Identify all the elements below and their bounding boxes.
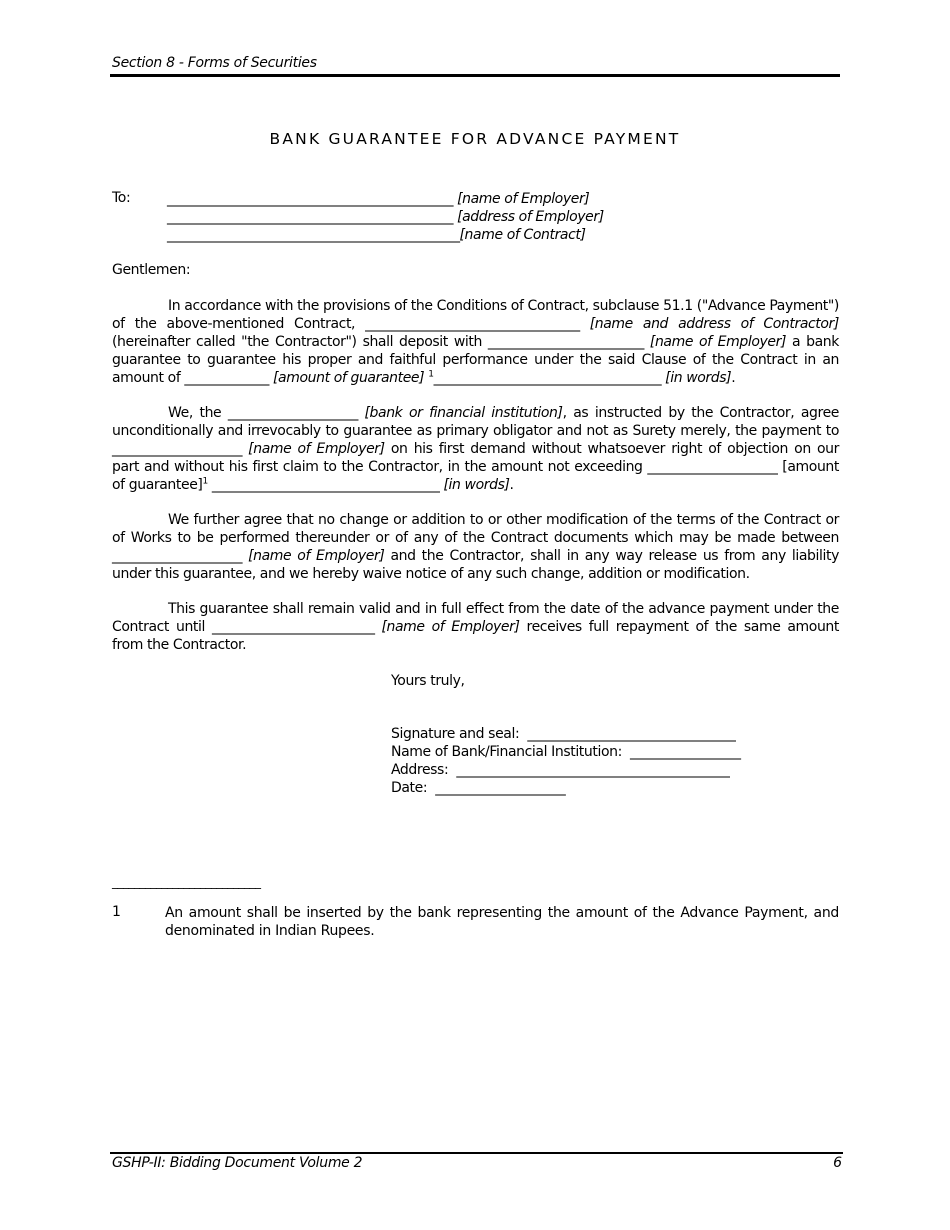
para-text: We, the	[168, 405, 228, 421]
placeholder-hint: [name of Employer]	[457, 191, 590, 207]
placeholder-hint: [in words]	[443, 477, 510, 493]
employer-address-line	[167, 208, 604, 226]
employer-name-line	[167, 190, 604, 208]
date-line	[391, 779, 741, 797]
blank-line: ____________________	[112, 441, 242, 457]
blank-line: ________________________________	[527, 726, 736, 742]
blank-line: ____________________________________________	[167, 209, 453, 225]
to-label: To:	[112, 190, 131, 206]
address-line	[391, 761, 741, 779]
salutation: Gentlemen:	[112, 262, 191, 278]
blank-line: ____________________	[112, 548, 242, 564]
signature-label: Signature and seal:	[391, 726, 520, 742]
placeholder-hint: [amount of guarantee]	[272, 370, 425, 386]
paragraph-advance-payment	[112, 297, 839, 387]
blank-line: ____________________	[227, 405, 358, 421]
blank-line: _________________________	[211, 619, 375, 635]
blank-line: ___________________________________	[211, 477, 440, 493]
closing-line: Yours truly,	[391, 673, 465, 689]
header-rule	[110, 74, 840, 77]
footnote-ref: 1	[428, 369, 434, 380]
para-text: .	[509, 477, 514, 493]
bank-name-label: Name of Bank/Financial Institution:	[391, 744, 622, 760]
blank-line: ____________________________________________	[167, 191, 453, 207]
bank-name-line	[391, 743, 741, 761]
blank-line: __________________________________________	[456, 762, 730, 778]
document-title: BANK GUARANTEE FOR ADVANCE PAYMENT	[269, 130, 681, 148]
placeholder-hint: [bank or financial institution]	[364, 405, 563, 421]
blank-line: ________________________	[487, 334, 644, 350]
para-text: and the Contractor, shall in any way release us from any liability under this guarantee, and we hereby waive notice of any such change, addition or modification.	[112, 548, 839, 582]
section-header: Section 8 - Forms of Securities	[112, 55, 317, 71]
contract-name-line	[167, 226, 604, 244]
para-text: receives full repayment of the same amount from the Contractor.	[112, 619, 839, 653]
para-text: a bank guarantee to guarantee his proper and faithful performance under the said Clause of the Contract in an amount of	[112, 334, 839, 386]
para-text: (hereinafter called "the Contractor") shall deposit with	[112, 334, 488, 350]
addressee-block	[167, 190, 604, 244]
blank-line: ____________________	[647, 459, 778, 475]
blank-line: _________________	[630, 744, 741, 760]
blank-line: _____________________________________________	[167, 227, 460, 243]
signature-block	[391, 725, 741, 797]
placeholder-hint: [name of Employer]	[381, 619, 520, 635]
placeholder-hint: [name of Contract]	[459, 227, 586, 243]
footnote-text: An amount shall be inserted by the bank representing the amount of the Advance Payment, and denominated in Indian Rupees.	[165, 905, 839, 939]
placeholder-hint: [name of Employer]	[649, 334, 787, 350]
placeholder-hint: [name and address of Contractor]	[589, 316, 839, 332]
para-text: We further agree that no change or addition to or other modification of the terms of the Contract or of Works to be performed thereunder or of any of the Contract documents which may be made between	[112, 512, 839, 546]
blank-line: _________________________________	[365, 316, 580, 332]
para-text: , as instructed by the Contractor, agree unconditionally and irrevocably to guarantee as primary obligator and not as Surety merely, the payment to	[112, 405, 839, 439]
para-text: .	[731, 370, 736, 386]
blank-line: _____________	[184, 370, 269, 386]
para-text: [amount of guarantee]	[112, 459, 839, 493]
placeholder-hint: [in words]	[665, 370, 732, 386]
address-label: Address:	[391, 762, 449, 778]
page-number: 6	[833, 1155, 842, 1171]
footnote-number: 1	[112, 904, 121, 920]
footnote-ref: 1	[202, 476, 208, 487]
paragraph-validity	[112, 600, 839, 654]
paragraph-guarantee-payment	[112, 404, 839, 494]
footer-rule	[110, 1152, 843, 1154]
blank-line: ___________________________________	[433, 370, 662, 386]
signature-line	[391, 725, 741, 743]
para-text: This guarantee shall remain valid and in full effect from the date of the advance payment under the Contract until	[112, 601, 839, 635]
blank-line: ____________________	[435, 780, 566, 796]
placeholder-hint: [name of Employer]	[248, 441, 385, 457]
paragraph-no-modification	[112, 511, 839, 583]
para-text: In accordance with the provisions of the Conditions of Contract, subclause 51.1 ("Advance Payment") of the above-mentioned Contract,	[112, 298, 839, 332]
placeholder-hint: [name of Employer]	[248, 548, 385, 564]
placeholder-hint: [address of Employer]	[457, 209, 604, 225]
date-label: Date:	[391, 780, 428, 796]
footer-document-title: GSHP-II: Bidding Document Volume 2	[112, 1155, 363, 1171]
para-text: on his first demand without whatsoever right of objection on our part and without his first claim to the Contractor, in the amount not exceeding	[112, 441, 839, 475]
footnote-rule: ___________________________	[112, 875, 261, 889]
